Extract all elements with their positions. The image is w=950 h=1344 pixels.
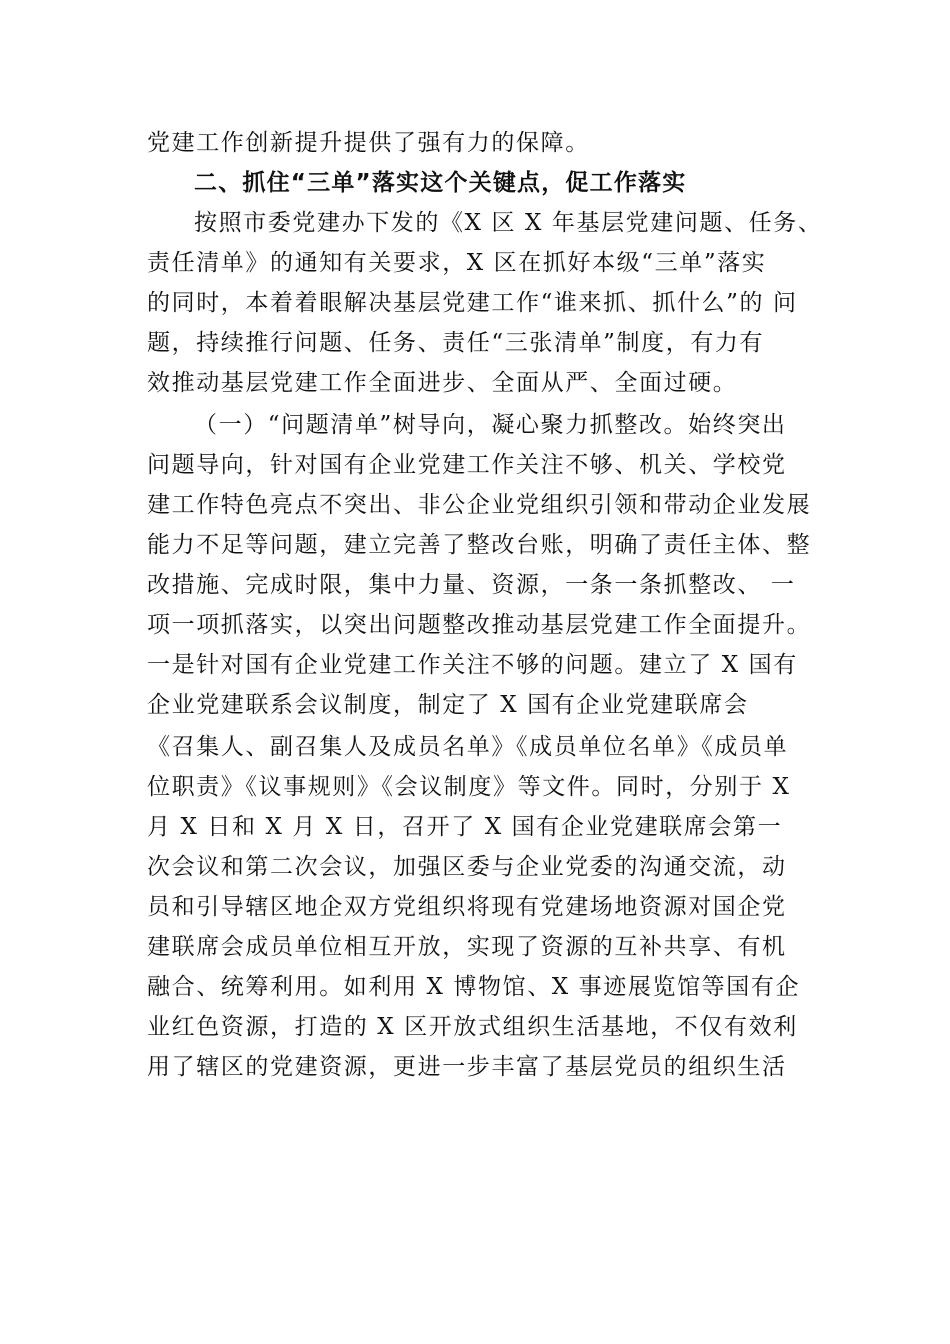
text-line: 效推动基层党建工作全面进步、全面从严、全面过硬。 (147, 370, 738, 396)
text-line: 《召集人、副召集人及成员名单》《成员单位名单》《成员单 (147, 734, 789, 760)
text-line: 建联席会成员单位相互开放，实现了资源的互补共享、有机 (147, 934, 787, 960)
text-line: 次会议和第二次会议，加强区委与企业党委的沟通交流，动 (147, 854, 787, 880)
text-line: 员和引导辖区地企双方党组织将现有党建场地资源对国企党 (147, 894, 787, 920)
text-line: 改措施、完成时限，集中力量、资源，一条一条抓整改、 一 (147, 572, 796, 598)
text-line: 融合、统筹利用。如利用 X 博物馆、X 事迹展览馆等国有企 (147, 974, 801, 1000)
text-line: 题，持续推行问题、任务、责任“三张清单”制度，有力有 (147, 330, 765, 356)
text-line: 企业党建联系会议制度，制定了 X 国有企业党建联席会 (147, 692, 749, 718)
text-line: 月 X 日和 X 月 X 日，召开了 X 国有企业党建联席会第一 (147, 814, 783, 840)
text-line: 一是针对国有企业党建工作关注不够的问题。建立了 X 国有 (147, 652, 798, 678)
text-line: 业红色资源，打造的 X 区开放式组织生活基地，不仅有效利 (147, 1014, 798, 1040)
text-line: 用了辖区的党建资源，更进一步丰富了基层党员的组织生活 (147, 1054, 787, 1080)
text-line: 项一项抓落实，以突出问题整改推动基层党建工作全面提升。 (147, 612, 812, 638)
text-line: 按照市委党建办下发的《X 区 X 年基层党建问题、任务、 (194, 210, 823, 236)
text-line: 问题导向，针对国有企业党建工作关注不够、机关、学校党 (147, 452, 787, 478)
text-line: （一）“问题清单”树导向，凝心聚力抓整改。始终突出 (194, 412, 787, 438)
text-line: 位职责》《议事规则》《会议制度》等文件。同时，分别于 X (147, 774, 791, 800)
text-line: 能力不足等问题，建立完善了整改台账，明确了责任主体、整 (147, 532, 812, 558)
text-line: 的同时，本着着眼解决基层党建工作“谁来抓、抓什么”的 问 (147, 290, 798, 316)
text-line: 责任清单》的通知有关要求，X 区在抓好本级“三单”落实 (147, 250, 767, 276)
text-line: 党建工作创新提升提供了强有力的保障。 (147, 130, 590, 156)
text-line: 建工作特色亮点不突出、非公企业党组织引领和带动企业发展 (147, 492, 812, 518)
section-heading: 二、抓住“三单”落实这个关键点，促工作落实 (194, 170, 687, 196)
